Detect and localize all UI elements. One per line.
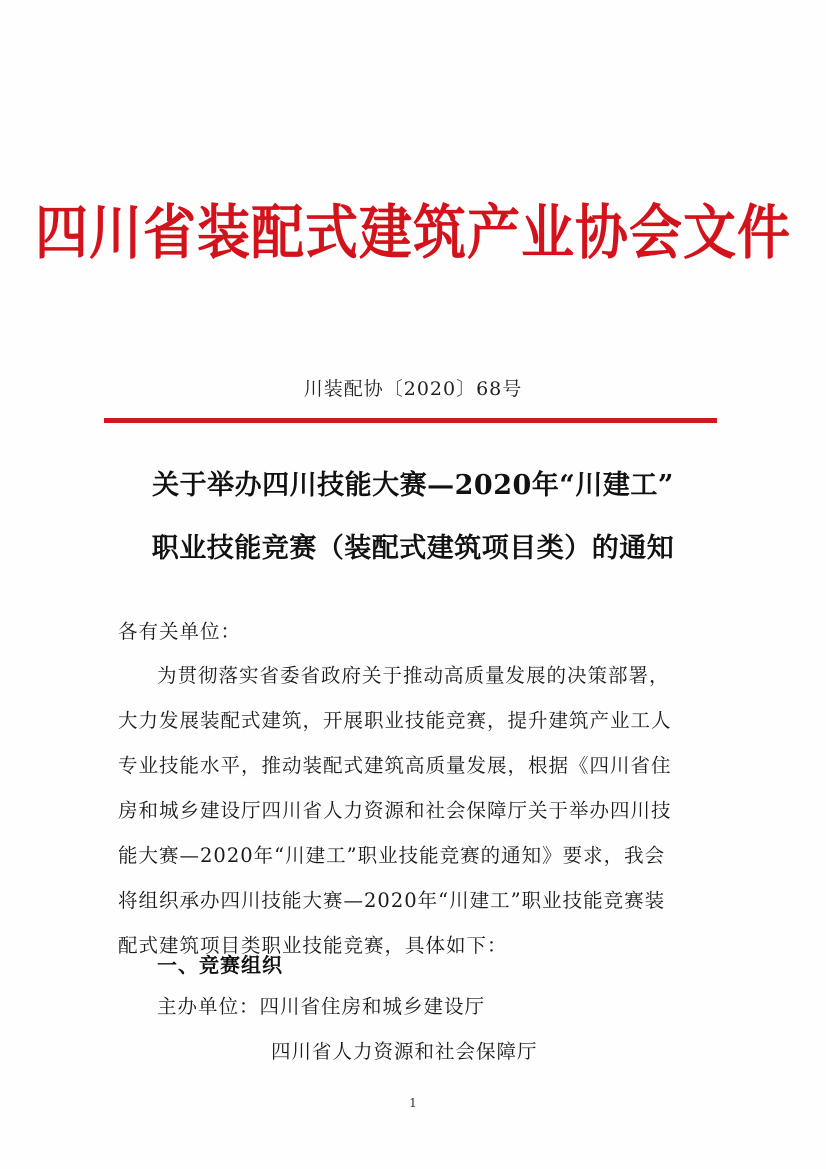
notice-title-line-2: 职业技能竞赛（装配式建筑项目类）的通知 [151,533,675,564]
page-number: 1 [409,1096,417,1110]
paragraph-line: 大力发展装配式建筑，开展职业技能竞赛，提升建筑产业工人 [118,709,672,732]
intro-paragraph [118,653,728,968]
paragraph-line: 将组织承办四川技能大赛—2020年“川建工”职业技能竞赛装 [118,889,666,912]
notice-title-line-1: 关于举办四川技能大赛—2020年“川建工” [152,470,674,501]
host-unit-line: 主办单位：四川省住房和城乡建设厅 [157,995,486,1018]
paragraph-line: 能大赛—2020年“川建工”职业技能竞赛的通知》要求，我会 [118,844,666,867]
paragraph-line: 专业技能水平，推动装配式建筑高质量发展，根据《四川省住 [118,754,672,777]
section-heading: 一、竞赛组织 [157,953,283,977]
host-unit-line-2: 四川省人力资源和社会保障厅 [271,1040,538,1063]
paragraph-line: 配式建筑项目类职业技能竞赛，具体如下： [118,934,508,957]
paragraph-line: 房和城乡建设厅四川省人力资源和社会保障厅关于举办四川技 [118,799,672,822]
issuer-header: 四川省装配式建筑产业协会文件 [35,198,791,268]
paragraph-line: 为贯彻落实省委省政府关于推动高质量发展的决策部署， [157,664,670,687]
salutation: 各有关单位： [118,620,242,643]
red-divider [104,418,717,423]
document-number: 川装配协〔2020〕68号 [303,378,523,400]
